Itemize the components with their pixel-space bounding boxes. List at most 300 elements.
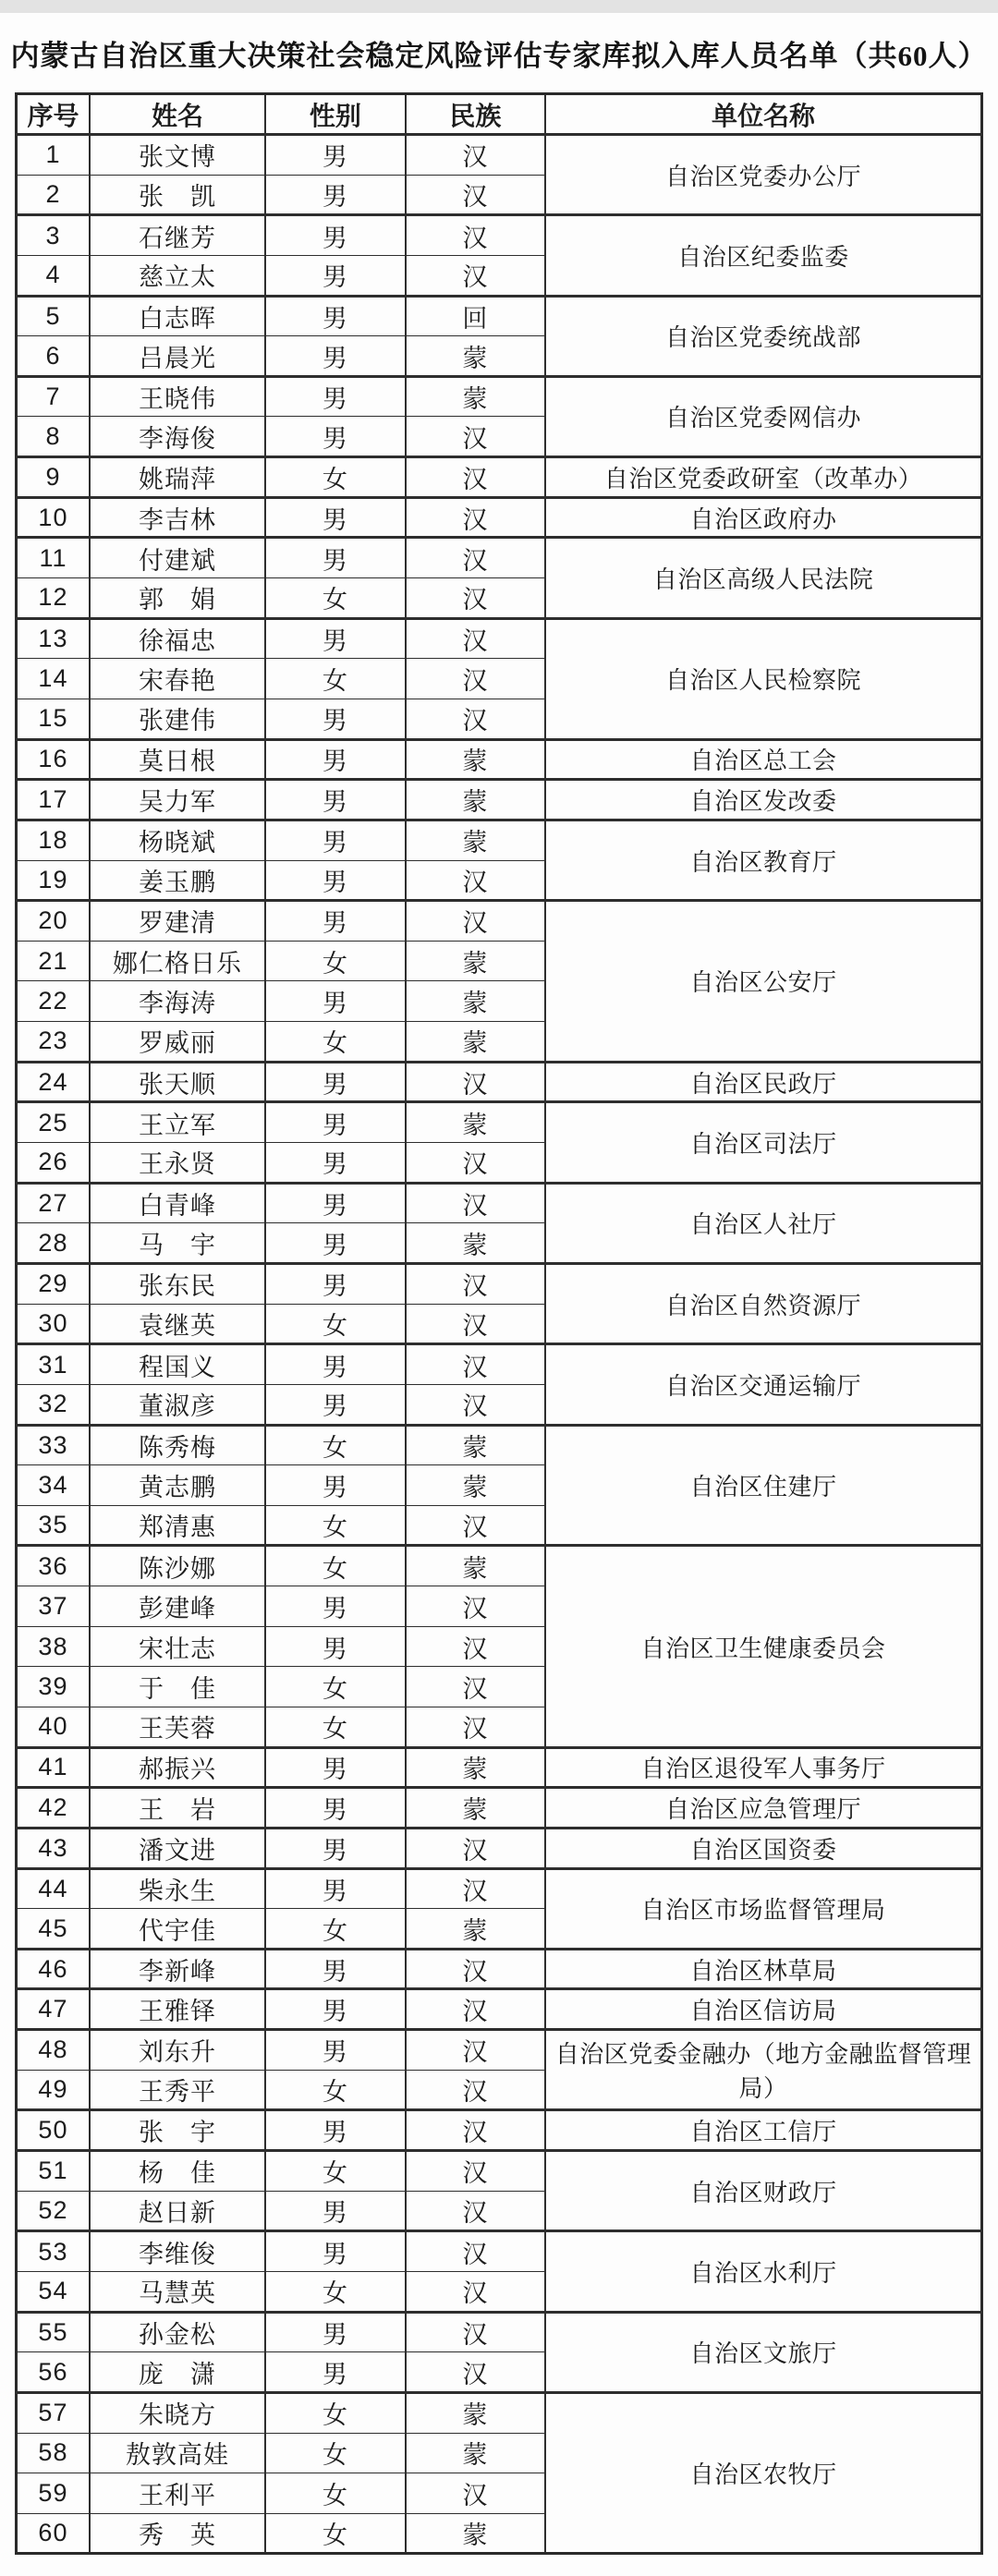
cell-gender: 男 [265, 618, 406, 659]
cell-name: 李海俊 [90, 417, 265, 457]
cell-no: 1 [17, 135, 90, 176]
table-row [17, 1263, 982, 1304]
cell-gender: 男 [265, 1586, 406, 1627]
cell-gender: 女 [265, 578, 406, 619]
cell-name: 程国义 [90, 1344, 265, 1385]
cell-no: 47 [17, 1989, 90, 2030]
cell-name: 敖敦高娃 [90, 2433, 265, 2473]
cell-name: 张 宇 [90, 2110, 265, 2151]
cell-no: 30 [17, 1304, 90, 1344]
cell-ethnicity: 汉 [406, 457, 546, 498]
cell-gender: 男 [265, 699, 406, 739]
cell-name: 黄志鹏 [90, 1465, 265, 1506]
cell-ethnicity: 汉 [406, 1707, 546, 1747]
cell-name: 董淑彦 [90, 1384, 265, 1425]
table-row [17, 2231, 982, 2272]
cell-unit: 自治区党委办公厅 [545, 135, 981, 215]
cell-no: 52 [17, 2191, 90, 2231]
cell-ethnicity: 汉 [406, 2191, 546, 2231]
cell-no: 34 [17, 1465, 90, 1506]
cell-unit: 自治区国资委 [545, 1828, 981, 1868]
cell-ethnicity: 汉 [406, 175, 546, 215]
cell-gender: 男 [265, 215, 406, 256]
cell-name: 娜仁格日乐 [90, 941, 265, 981]
cell-unit: 自治区退役军人事务厅 [545, 1747, 981, 1788]
cell-no: 15 [17, 699, 90, 739]
cell-name: 庞 潇 [90, 2352, 265, 2393]
cell-name: 李海涛 [90, 981, 265, 1022]
cell-name: 白青峰 [90, 1183, 265, 1223]
cell-ethnicity: 汉 [406, 1949, 546, 1989]
cell-name: 王秀平 [90, 2070, 265, 2110]
cell-no: 33 [17, 1425, 90, 1465]
cell-no: 8 [17, 417, 90, 457]
cell-no: 38 [17, 1626, 90, 1667]
cell-ethnicity: 汉 [406, 860, 546, 901]
cell-gender: 男 [265, 2231, 406, 2272]
cell-ethnicity: 蒙 [406, 1909, 546, 1950]
cell-no: 39 [17, 1667, 90, 1707]
cell-ethnicity: 汉 [406, 215, 546, 256]
cell-unit: 自治区交通运输厅 [545, 1344, 981, 1425]
cell-name: 郭 娟 [90, 578, 265, 619]
cell-gender: 男 [265, 1384, 406, 1425]
cell-gender: 男 [265, 739, 406, 780]
cell-gender: 男 [265, 2110, 406, 2151]
cell-gender: 男 [265, 1828, 406, 1868]
cell-no: 60 [17, 2513, 90, 2554]
cell-no: 43 [17, 1828, 90, 1868]
cell-gender: 女 [265, 941, 406, 981]
cell-gender: 男 [265, 981, 406, 1022]
cell-ethnicity: 汉 [406, 1868, 546, 1909]
cell-ethnicity: 汉 [406, 1062, 546, 1102]
cell-ethnicity: 汉 [406, 1626, 546, 1667]
cell-name: 徐福忠 [90, 618, 265, 659]
table-row [17, 2030, 982, 2071]
cell-name: 潘文进 [90, 1828, 265, 1868]
cell-name: 陈秀梅 [90, 1425, 265, 1465]
cell-gender: 男 [265, 538, 406, 578]
cell-gender: 男 [265, 860, 406, 901]
cell-name: 白志晖 [90, 296, 265, 336]
cell-name: 王 岩 [90, 1788, 265, 1829]
cell-ethnicity: 汉 [406, 699, 546, 739]
cell-ethnicity: 回 [406, 296, 546, 336]
cell-unit: 自治区财政厅 [545, 2151, 981, 2231]
cell-name: 石继芳 [90, 215, 265, 256]
cell-ethnicity: 蒙 [406, 1223, 546, 1264]
cell-name: 秀 英 [90, 2513, 265, 2554]
table-row [17, 497, 982, 538]
cell-gender: 女 [265, 2271, 406, 2312]
cell-no: 24 [17, 1062, 90, 1102]
cell-name: 马慧英 [90, 2271, 265, 2312]
table-row [17, 780, 982, 820]
cell-unit: 自治区自然资源厅 [545, 1263, 981, 1343]
cell-no: 51 [17, 2151, 90, 2192]
cell-gender: 男 [265, 1183, 406, 1223]
table-row [17, 1949, 982, 1989]
table-row [17, 94, 982, 135]
cell-gender: 女 [265, 2070, 406, 2110]
cell-gender: 男 [265, 255, 406, 296]
cell-gender: 女 [265, 1707, 406, 1747]
cell-no: 6 [17, 336, 90, 377]
table-row [17, 618, 982, 659]
cell-no: 12 [17, 578, 90, 619]
cell-ethnicity: 汉 [406, 1183, 546, 1223]
cell-no: 23 [17, 1022, 90, 1063]
cell-ethnicity: 汉 [406, 417, 546, 457]
cell-no: 14 [17, 659, 90, 699]
cell-unit: 自治区卫生健康委员会 [545, 1546, 981, 1747]
cell-gender: 女 [265, 1505, 406, 1546]
cell-ethnicity: 蒙 [406, 1465, 546, 1506]
cell-gender: 男 [265, 1868, 406, 1909]
cell-name: 付建斌 [90, 538, 265, 578]
cell-no: 2 [17, 175, 90, 215]
cell-unit: 自治区水利厅 [545, 2231, 981, 2312]
cell-name: 王立军 [90, 1102, 265, 1143]
cell-no: 10 [17, 497, 90, 538]
cell-ethnicity: 蒙 [406, 1102, 546, 1143]
table-row [17, 739, 982, 780]
page-title: 内蒙古自治区重大决策社会稳定风险评估专家库拟入库人员名单（共60人） [10, 39, 988, 72]
cell-unit: 自治区党委金融办（地方金融监督管理局） [545, 2030, 981, 2110]
cell-no: 32 [17, 1384, 90, 1425]
cell-name: 张 凯 [90, 175, 265, 215]
cell-name: 王晓伟 [90, 376, 265, 417]
cell-ethnicity: 汉 [406, 135, 546, 176]
table-row [17, 1828, 982, 1868]
cell-name: 于 佳 [90, 1667, 265, 1707]
cell-unit: 自治区农牧厅 [545, 2392, 981, 2554]
cell-name: 李吉林 [90, 497, 265, 538]
cell-no: 19 [17, 860, 90, 901]
cell-no: 41 [17, 1747, 90, 1788]
cell-ethnicity: 汉 [406, 901, 546, 942]
table-row [17, 215, 982, 256]
cell-name: 姜玉鹏 [90, 860, 265, 901]
cell-ethnicity: 汉 [406, 1143, 546, 1184]
cell-ethnicity: 汉 [406, 2312, 546, 2352]
cell-gender: 男 [265, 1626, 406, 1667]
cell-ethnicity: 汉 [406, 2110, 546, 2151]
cell-gender: 男 [265, 376, 406, 417]
table-row [17, 1989, 982, 2030]
cell-no: 59 [17, 2473, 90, 2514]
cell-ethnicity: 汉 [406, 538, 546, 578]
cell-no: 37 [17, 1586, 90, 1627]
table-row [17, 376, 982, 417]
cell-gender: 男 [265, 1143, 406, 1184]
top-edge-strip [0, 0, 998, 13]
cell-ethnicity: 汉 [406, 1263, 546, 1304]
column-header-unit: 单位名称 [545, 94, 981, 135]
cell-name: 孙金松 [90, 2312, 265, 2352]
table-row [17, 296, 982, 336]
cell-gender: 男 [265, 1344, 406, 1385]
cell-ethnicity: 蒙 [406, 2513, 546, 2554]
cell-name: 宋壮志 [90, 1626, 265, 1667]
cell-name: 郝振兴 [90, 1747, 265, 1788]
cell-gender: 男 [265, 1465, 406, 1506]
cell-ethnicity: 蒙 [406, 981, 546, 1022]
table-row [17, 1183, 982, 1223]
table-row [17, 1868, 982, 1909]
cell-name: 代宇佳 [90, 1909, 265, 1950]
cell-gender: 男 [265, 820, 406, 860]
cell-unit: 自治区政府办 [545, 497, 981, 538]
cell-gender: 男 [265, 175, 406, 215]
cell-unit: 自治区教育厅 [545, 820, 981, 900]
cell-gender: 男 [265, 135, 406, 176]
cell-gender: 女 [265, 1546, 406, 1586]
cell-no: 20 [17, 901, 90, 942]
cell-ethnicity: 汉 [406, 1586, 546, 1627]
cell-ethnicity: 汉 [406, 2030, 546, 2071]
cell-gender: 男 [265, 1223, 406, 1264]
cell-ethnicity: 蒙 [406, 376, 546, 417]
cell-no: 27 [17, 1183, 90, 1223]
cell-name: 吴力军 [90, 780, 265, 820]
cell-gender: 男 [265, 2352, 406, 2393]
cell-ethnicity: 汉 [406, 1667, 546, 1707]
table-row [17, 2392, 982, 2433]
expert-roster-table [15, 92, 983, 2555]
table-row [17, 901, 982, 942]
cell-name: 慈立太 [90, 255, 265, 296]
table-row [17, 135, 982, 176]
cell-no: 46 [17, 1949, 90, 1989]
cell-no: 35 [17, 1505, 90, 1546]
table-row [17, 2151, 982, 2192]
cell-gender: 男 [265, 780, 406, 820]
cell-ethnicity: 蒙 [406, 2392, 546, 2433]
cell-ethnicity: 蒙 [406, 1546, 546, 1586]
table-row [17, 1344, 982, 1385]
cell-ethnicity: 汉 [406, 497, 546, 538]
cell-name: 袁继英 [90, 1304, 265, 1344]
cell-gender: 女 [265, 1022, 406, 1063]
cell-no: 18 [17, 820, 90, 860]
cell-gender: 女 [265, 2513, 406, 2554]
cell-gender: 男 [265, 1788, 406, 1829]
cell-name: 刘东升 [90, 2030, 265, 2071]
cell-no: 7 [17, 376, 90, 417]
cell-no: 55 [17, 2312, 90, 2352]
cell-ethnicity: 蒙 [406, 739, 546, 780]
cell-no: 21 [17, 941, 90, 981]
cell-name: 杨晓斌 [90, 820, 265, 860]
cell-gender: 男 [265, 1263, 406, 1304]
cell-name: 罗建清 [90, 901, 265, 942]
table-row [17, 1102, 982, 1143]
cell-ethnicity: 蒙 [406, 336, 546, 377]
cell-no: 45 [17, 1909, 90, 1950]
cell-no: 4 [17, 255, 90, 296]
cell-gender: 男 [265, 336, 406, 377]
cell-ethnicity: 蒙 [406, 1022, 546, 1063]
cell-ethnicity: 蒙 [406, 820, 546, 860]
cell-gender: 男 [265, 497, 406, 538]
cell-no: 53 [17, 2231, 90, 2272]
cell-ethnicity: 蒙 [406, 1425, 546, 1465]
cell-ethnicity: 汉 [406, 2352, 546, 2393]
table-row [17, 457, 982, 498]
cell-ethnicity: 汉 [406, 1384, 546, 1425]
cell-ethnicity: 汉 [406, 1505, 546, 1546]
cell-ethnicity: 汉 [406, 255, 546, 296]
cell-name: 王利平 [90, 2473, 265, 2514]
table-header-row [17, 94, 982, 135]
cell-unit: 自治区司法厅 [545, 1102, 981, 1183]
cell-gender: 男 [265, 2191, 406, 2231]
cell-ethnicity: 汉 [406, 2231, 546, 2272]
cell-name: 杨 佳 [90, 2151, 265, 2192]
cell-gender: 女 [265, 1909, 406, 1950]
cell-no: 49 [17, 2070, 90, 2110]
cell-no: 25 [17, 1102, 90, 1143]
cell-gender: 男 [265, 901, 406, 942]
table-row [17, 1747, 982, 1788]
cell-no: 50 [17, 2110, 90, 2151]
cell-no: 17 [17, 780, 90, 820]
cell-gender: 男 [265, 417, 406, 457]
cell-no: 48 [17, 2030, 90, 2071]
cell-unit: 自治区人社厅 [545, 1183, 981, 1263]
cell-name: 张文博 [90, 135, 265, 176]
column-header-ethnicity: 民族 [406, 94, 546, 135]
cell-name: 吕晨光 [90, 336, 265, 377]
table-row [17, 2110, 982, 2151]
cell-no: 13 [17, 618, 90, 659]
cell-no: 28 [17, 1223, 90, 1264]
cell-ethnicity: 汉 [406, 2151, 546, 2192]
table-row [17, 1062, 982, 1102]
cell-name: 王雅铎 [90, 1989, 265, 2030]
cell-gender: 女 [265, 2151, 406, 2192]
cell-no: 16 [17, 739, 90, 780]
cell-ethnicity: 汉 [406, 2473, 546, 2514]
cell-ethnicity: 汉 [406, 659, 546, 699]
cell-unit: 自治区工信厅 [545, 2110, 981, 2151]
cell-name: 马 宇 [90, 1223, 265, 1264]
cell-unit: 自治区民政厅 [545, 1062, 981, 1102]
table-row [17, 1546, 982, 1586]
cell-gender: 男 [265, 2312, 406, 2352]
cell-unit: 自治区党委统战部 [545, 296, 981, 376]
cell-name: 李维俊 [90, 2231, 265, 2272]
cell-unit: 自治区高级人民法院 [545, 538, 981, 618]
cell-no: 22 [17, 981, 90, 1022]
cell-unit: 自治区住建厅 [545, 1425, 981, 1546]
cell-ethnicity: 蒙 [406, 1747, 546, 1788]
cell-unit: 自治区党委政研室（改革办） [545, 457, 981, 498]
cell-gender: 女 [265, 1667, 406, 1707]
cell-name: 张天顺 [90, 1062, 265, 1102]
cell-unit: 自治区林草局 [545, 1949, 981, 1989]
cell-gender: 女 [265, 2392, 406, 2433]
cell-ethnicity: 汉 [406, 1304, 546, 1344]
cell-unit: 自治区党委网信办 [545, 376, 981, 456]
cell-name: 张东民 [90, 1263, 265, 1304]
cell-gender: 男 [265, 1062, 406, 1102]
table-row [17, 1788, 982, 1829]
cell-name: 李新峰 [90, 1949, 265, 1989]
cell-ethnicity: 汉 [406, 2070, 546, 2110]
cell-name: 姚瑞萍 [90, 457, 265, 498]
cell-ethnicity: 汉 [406, 1828, 546, 1868]
cell-no: 56 [17, 2352, 90, 2393]
cell-name: 柴永生 [90, 1868, 265, 1909]
cell-gender: 男 [265, 1747, 406, 1788]
cell-name: 彭建峰 [90, 1586, 265, 1627]
cell-no: 5 [17, 296, 90, 336]
cell-no: 58 [17, 2433, 90, 2473]
cell-gender: 男 [265, 1989, 406, 2030]
cell-unit: 自治区文旅厅 [545, 2312, 981, 2392]
cell-ethnicity: 蒙 [406, 2433, 546, 2473]
cell-gender: 女 [265, 659, 406, 699]
cell-no: 54 [17, 2271, 90, 2312]
cell-ethnicity: 蒙 [406, 1788, 546, 1829]
cell-name: 莫日根 [90, 739, 265, 780]
cell-name: 王永贤 [90, 1143, 265, 1184]
cell-unit: 自治区应急管理厅 [545, 1788, 981, 1829]
cell-no: 11 [17, 538, 90, 578]
cell-ethnicity: 蒙 [406, 941, 546, 981]
cell-unit: 自治区公安厅 [545, 901, 981, 1063]
cell-ethnicity: 蒙 [406, 780, 546, 820]
cell-no: 44 [17, 1868, 90, 1909]
cell-no: 3 [17, 215, 90, 256]
cell-unit: 自治区信访局 [545, 1989, 981, 2030]
cell-gender: 男 [265, 1102, 406, 1143]
cell-gender: 男 [265, 296, 406, 336]
cell-no: 36 [17, 1546, 90, 1586]
cell-name: 陈沙娜 [90, 1546, 265, 1586]
cell-name: 赵日新 [90, 2191, 265, 2231]
cell-gender: 女 [265, 457, 406, 498]
column-header-no: 序号 [17, 94, 90, 135]
cell-gender: 女 [265, 2473, 406, 2514]
cell-gender: 男 [265, 1949, 406, 1989]
cell-ethnicity: 汉 [406, 578, 546, 619]
cell-no: 29 [17, 1263, 90, 1304]
cell-name: 罗威丽 [90, 1022, 265, 1063]
table-row [17, 538, 982, 578]
cell-ethnicity: 汉 [406, 1989, 546, 2030]
cell-name: 王芙蓉 [90, 1707, 265, 1747]
cell-unit: 自治区纪委监委 [545, 215, 981, 296]
cell-ethnicity: 汉 [406, 2271, 546, 2312]
cell-name: 朱晓方 [90, 2392, 265, 2433]
table-row [17, 2312, 982, 2352]
cell-unit: 自治区市场监督管理局 [545, 1868, 981, 1949]
cell-unit: 自治区人民检察院 [545, 618, 981, 739]
cell-no: 31 [17, 1344, 90, 1385]
column-header-gender: 性别 [265, 94, 406, 135]
cell-ethnicity: 汉 [406, 618, 546, 659]
cell-no: 57 [17, 2392, 90, 2433]
cell-no: 26 [17, 1143, 90, 1184]
cell-unit: 自治区发改委 [545, 780, 981, 820]
table-row [17, 1425, 982, 1465]
cell-gender: 女 [265, 2433, 406, 2473]
cell-no: 40 [17, 1707, 90, 1747]
